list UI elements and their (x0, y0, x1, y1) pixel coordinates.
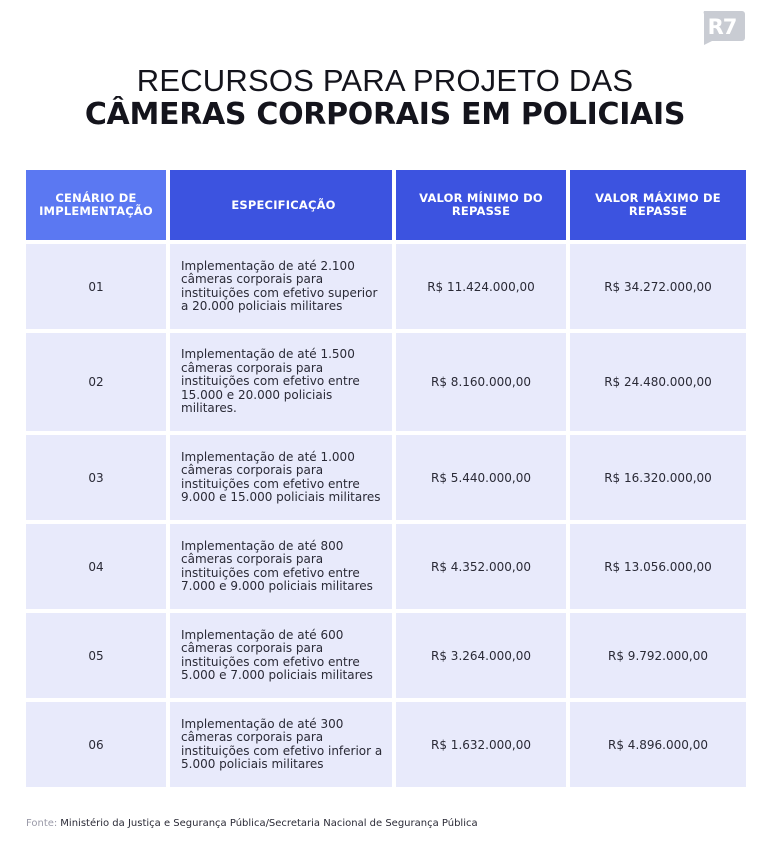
table-row (26, 702, 746, 787)
table-header-row (26, 170, 746, 240)
header-specification: ESPECIFICAÇÃO (170, 170, 392, 240)
source-text: Ministério da Justiça e Segurança Pública/Secretaria Nacional de Segurança Pública (60, 818, 478, 829)
cell-min-value: R$ 11.424.000,00 (396, 244, 566, 329)
funding-table (26, 170, 746, 791)
cell-scenario: 05 (26, 613, 166, 698)
source-label: Fonte: (26, 818, 58, 829)
table-row (26, 333, 746, 431)
table-row (26, 244, 746, 329)
header-scenario: CENÁRIO DE IMPLEMENTAÇÃO (26, 170, 166, 240)
cell-specification: Implementação de até 1.500 câmeras corporais para instituições com efetivo entre 15.000 e 20.000 policiais militares. (170, 333, 392, 431)
cell-min-value: R$ 1.632.000,00 (396, 702, 566, 787)
page-title (0, 64, 770, 132)
cell-max-value: R$ 24.480.000,00 (570, 333, 746, 431)
r7-logo-text: R7 (707, 15, 737, 39)
header-max-value: VALOR MÁXIMO DE REPASSE (570, 170, 746, 240)
cell-scenario: 01 (26, 244, 166, 329)
cell-scenario: 02 (26, 333, 166, 431)
cell-max-value: R$ 13.056.000,00 (570, 524, 746, 609)
cell-min-value: R$ 5.440.000,00 (396, 435, 566, 520)
title-line-1: RECURSOS PARA PROJETO DAS (136, 63, 634, 98)
header-min-value: VALOR MÍNIMO DO REPASSE (396, 170, 566, 240)
cell-specification: Implementação de até 300 câmeras corporais para instituições com efetivo inferior a 5.000 policiais militares (170, 702, 392, 787)
cell-specification: Implementação de até 600 câmeras corporais para instituições com efetivo entre 5.000 e 7.000 policiais militares (170, 613, 392, 698)
table-row (26, 524, 746, 609)
source-caption (26, 818, 478, 829)
table-row (26, 435, 746, 520)
title-line-2: CÂMERAS CORPORAIS EM POLICIAIS (84, 97, 686, 132)
cell-max-value: R$ 34.272.000,00 (570, 244, 746, 329)
cell-scenario: 04 (26, 524, 166, 609)
cell-max-value: R$ 4.896.000,00 (570, 702, 746, 787)
table-row (26, 613, 746, 698)
cell-specification: Implementação de até 2.100 câmeras corporais para instituições com efetivo superior a 20.000 policiais militares (170, 244, 392, 329)
cell-min-value: R$ 3.264.000,00 (396, 613, 566, 698)
cell-max-value: R$ 9.792.000,00 (570, 613, 746, 698)
cell-min-value: R$ 8.160.000,00 (396, 333, 566, 431)
cell-specification: Implementação de até 800 câmeras corporais para instituições com efetivo entre 7.000 e 9.000 policiais militares (170, 524, 392, 609)
r7-logo (700, 9, 746, 45)
cell-min-value: R$ 4.352.000,00 (396, 524, 566, 609)
cell-specification: Implementação de até 1.000 câmeras corporais para instituições com efetivo entre 9.000 e 15.000 policiais militares (170, 435, 392, 520)
cell-scenario: 06 (26, 702, 166, 787)
cell-max-value: R$ 16.320.000,00 (570, 435, 746, 520)
cell-scenario: 03 (26, 435, 166, 520)
